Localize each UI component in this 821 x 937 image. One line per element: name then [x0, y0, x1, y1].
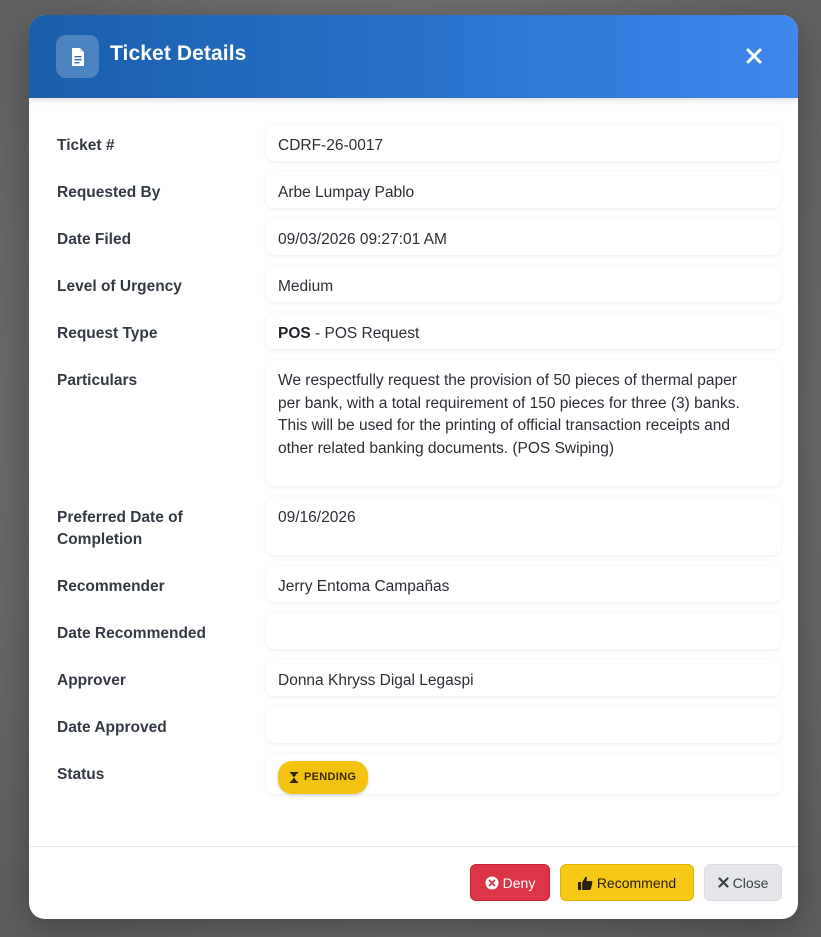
deny-label: Deny	[502, 874, 536, 891]
modal-header	[29, 15, 798, 98]
close-button[interactable]	[704, 864, 782, 901]
document-icon	[56, 35, 99, 78]
field-label: Requested By	[57, 184, 161, 201]
close-icon	[718, 877, 729, 888]
date-approved-value	[266, 707, 781, 743]
ticket-details-modal	[29, 15, 798, 919]
recommend-label: Recommend	[596, 874, 677, 891]
date-recommended-value	[266, 613, 781, 649]
approver-value: Donna Khryss Digal Legaspi	[266, 660, 781, 696]
status-text: PENDING	[304, 771, 357, 783]
requested-by-value: Arbe Lumpay Pablo	[266, 172, 781, 208]
field-label: Ticket #	[57, 137, 115, 154]
deny-button[interactable]	[470, 864, 550, 901]
modal-title: Ticket Details	[110, 42, 247, 65]
request-type-value	[266, 313, 781, 349]
hourglass-icon	[290, 772, 298, 783]
field-label: Preferred Date of Completion	[57, 509, 183, 548]
request-type-code: POS	[278, 325, 311, 342]
ticket-number-value: CDRF-26-0017	[266, 125, 781, 161]
field-label: Date Approved	[57, 719, 167, 736]
x-circle-icon	[485, 876, 499, 890]
field-label: Status	[57, 766, 105, 783]
close-label: Close	[732, 874, 769, 891]
request-type-description: POS Request	[324, 325, 420, 342]
field-label: Level of Urgency	[57, 278, 182, 295]
field-label: Particulars	[57, 372, 138, 389]
urgency-value: Medium	[266, 266, 781, 302]
thumbs-up-icon	[578, 876, 593, 890]
status-cell	[266, 754, 781, 794]
status-badge	[278, 761, 368, 794]
close-icon[interactable]	[739, 41, 769, 71]
preferred-date-value: 09/16/2026	[266, 497, 781, 555]
field-label: Date Recommended	[57, 625, 207, 642]
field-label: Date Filed	[57, 231, 132, 248]
recommend-button[interactable]	[560, 864, 694, 901]
field-label: Request Type	[57, 325, 158, 342]
footer-divider	[29, 846, 798, 847]
request-type-separator: -	[310, 325, 325, 342]
field-label: Approver	[57, 672, 126, 689]
particulars-value: We respectfully request the provision of 50 pieces of thermal paper per bank, with a total requirement of 150 pieces for three (3) banks. This will be used for the printing of official transaction receipts and other related banking documents. (POS Swiping)	[266, 360, 781, 486]
recommender-value: Jerry Entoma Campañas	[266, 566, 781, 602]
date-filed-value: 09/03/2026 09:27:01 AM	[266, 219, 781, 255]
field-label: Recommender	[57, 578, 165, 595]
